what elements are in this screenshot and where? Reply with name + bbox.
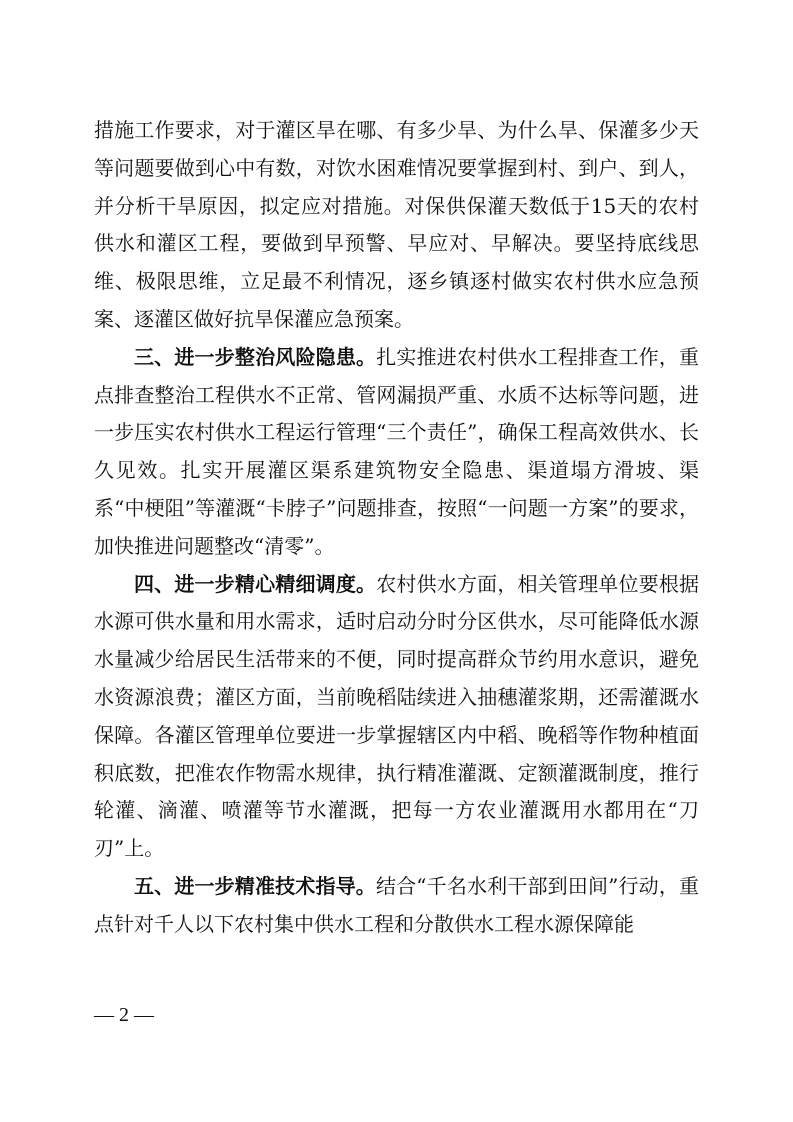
paragraph-1 (94, 112, 699, 339)
section-heading-5: 五、进一步精准技术指导。 (134, 873, 376, 898)
paragraph-3-text: 农村供水方面，相关管理单位要根据水源可供水量和用水需求，适时启动分时分区供水，尽可能降低水源水量减少给居民生活带来的不便，同时提高群众节约用水意识，避免水资源浪费；灌区方面，当前晚稻陆续进入抽穗灌浆期，还需灌溉水保障。各灌区管理单位要进一步掌握辖区内中稻、晚稻等作物种植面积底数，把准农作物需水规律，执行精准灌溉、定额灌溉制度，推行轮灌、滴灌、喷灌等节水灌溉，把每一方农业灌溉用水都用在“刀刃”上。 (94, 571, 700, 861)
section-heading-3: 三、进一步整治风险隐患。 (134, 344, 377, 369)
paragraph-1-text: 措施工作要求，对于灌区旱在哪、有多少旱、为什么旱、保灌多少天等问题要做到心中有数，对饮水困难情况要掌握到村、到户、到人，并分析干旱原因，拟定应对措施。对保供保灌天数低于15天的农村供水和灌区工程，要做到早预警、早应对、早解决。要坚持底线思维、极限思维，立足最不利情况，逐乡镇逐村做实农村供水应急预案、逐灌区做好抗旱保灌应急预案。 (94, 118, 699, 331)
paragraph-4-text: 结合“千名水利干部到田间”行动，重点针对千人以下农村集中供水工程和分散供水工程水源保障能 (94, 873, 700, 936)
paragraph-2 (94, 339, 699, 566)
paragraph-2-text: 扎实推进农村供水工程排查工作，重点排查整治工程供水不正常、管网漏损严重、水质不达标等问题，进一步压实农村供水工程运行管理“三个责任”，确保工程高效供水、长久见效。扎实开展灌区渠系建筑物安全隐患、渠道塌方滑坡、渠系“中梗阻”等灌溉“卡脖子”问题排查，按照“一问题一方案”的要求，加快推进问题整改“清零”。 (94, 344, 700, 558)
section-heading-4: 四、进一步精心精细调度。 (134, 571, 377, 596)
paragraph-3 (94, 566, 699, 868)
page-number: — 2 — (94, 1004, 154, 1026)
body-text (94, 112, 699, 944)
paragraph-4 (94, 868, 699, 944)
